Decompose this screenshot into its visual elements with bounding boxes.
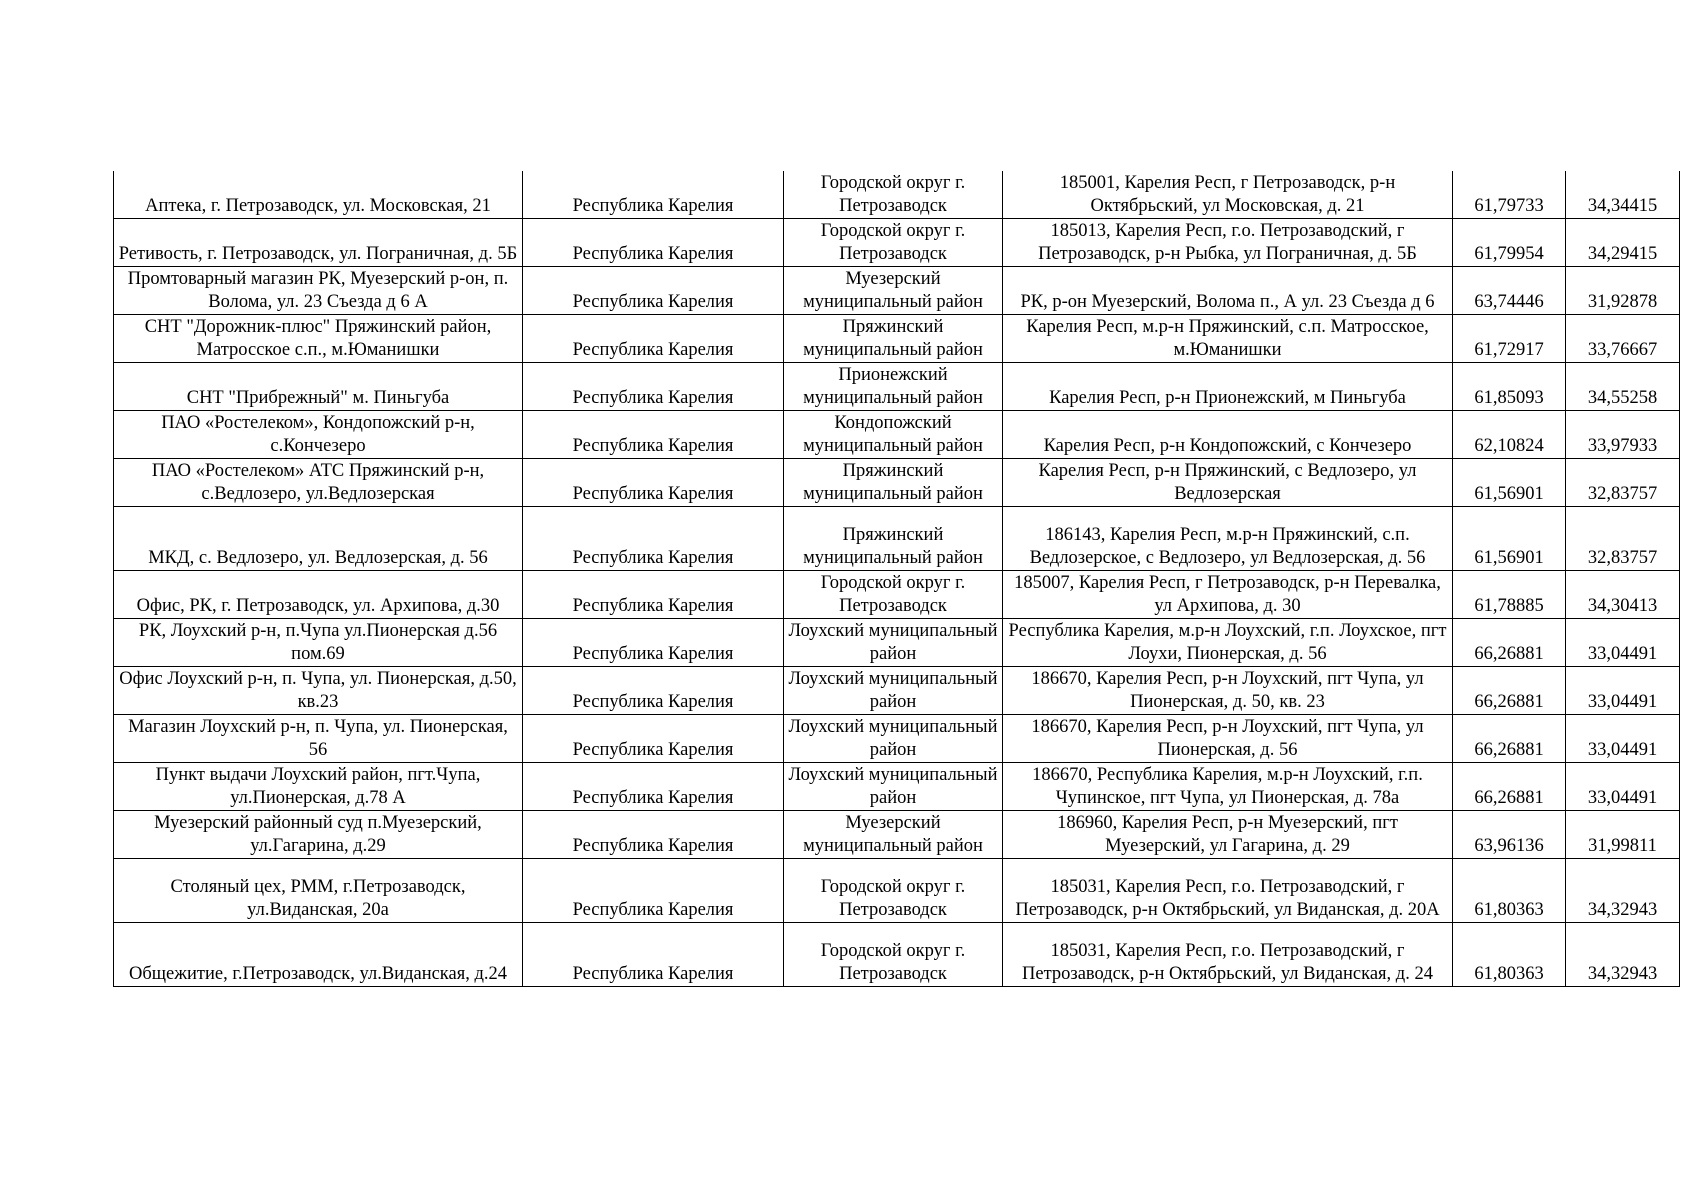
cell-latitude: 61,72917 <box>1453 314 1566 362</box>
cell-latitude: 66,26881 <box>1453 666 1566 714</box>
cell-district: Городской округ г. Петрозаводск <box>784 570 1003 618</box>
cell-latitude: 61,56901 <box>1453 458 1566 506</box>
cell-latitude: 61,80363 <box>1453 858 1566 922</box>
cell-object-name: Офис, РК, г. Петрозаводск, ул. Архипова, д.30 <box>114 570 523 618</box>
table-row <box>114 218 1680 266</box>
cell-object-name: Муезерский районный суд п.Муезерский, ул.Гагарина, д.29 <box>114 810 523 858</box>
cell-object-name: Офис Лоухский р-н, п. Чупа, ул. Пионерская, д.50, кв.23 <box>114 666 523 714</box>
cell-region: Республика Карелия <box>523 618 784 666</box>
cell-district: Городской округ г. Петрозаводск <box>784 171 1003 218</box>
cell-longitude: 32,83757 <box>1566 458 1680 506</box>
cell-latitude: 66,26881 <box>1453 618 1566 666</box>
cell-district: Городской округ г. Петрозаводск <box>784 858 1003 922</box>
cell-district: Лоухский муниципальный район <box>784 762 1003 810</box>
cell-district: Городской округ г. Петрозаводск <box>784 218 1003 266</box>
cell-region: Республика Карелия <box>523 218 784 266</box>
cell-latitude: 61,79954 <box>1453 218 1566 266</box>
cell-longitude: 33,04491 <box>1566 618 1680 666</box>
table-row <box>114 458 1680 506</box>
cell-address: 186960, Карелия Респ, р-н Муезерский, пгт Муезерский, ул Гагарина, д. 29 <box>1003 810 1453 858</box>
cell-district: Лоухский муниципальный район <box>784 618 1003 666</box>
cell-region: Республика Карелия <box>523 666 784 714</box>
cell-longitude: 33,04491 <box>1566 762 1680 810</box>
table-row <box>114 362 1680 410</box>
cell-address: 186670, Карелия Респ, р-н Лоухский, пгт Чупа, ул Пионерская, д. 56 <box>1003 714 1453 762</box>
cell-address: Карелия Респ, м.р-н Пряжинский, с.п. Матросское, м.Юманишки <box>1003 314 1453 362</box>
cell-address: 185031, Карелия Респ, г.о. Петрозаводский, г Петрозаводск, р-н Октябрьский, ул Виданская, д. 20А <box>1003 858 1453 922</box>
cell-district: Лоухский муниципальный район <box>784 666 1003 714</box>
cell-address: РК, р-он Муезерский, Волома п., А ул. 23 Съезда д 6 <box>1003 266 1453 314</box>
cell-region: Республика Карелия <box>523 922 784 986</box>
cell-district: Муезерский муниципальный район <box>784 810 1003 858</box>
cell-object-name: ПАО «Ростелеком» АТС Пряжинский р-н, с.Ведлозеро, ул.Ведлозерская <box>114 458 523 506</box>
cell-object-name: РК, Лоухский р-н, п.Чупа ул.Пионерская д.56 пом.69 <box>114 618 523 666</box>
cell-latitude: 63,96136 <box>1453 810 1566 858</box>
cell-region: Республика Карелия <box>523 266 784 314</box>
cell-region: Республика Карелия <box>523 314 784 362</box>
cell-longitude: 34,29415 <box>1566 218 1680 266</box>
cell-address: 186670, Карелия Респ, р-н Лоухский, пгт Чупа, ул Пионерская, д. 50, кв. 23 <box>1003 666 1453 714</box>
cell-district: Городской округ г. Петрозаводск <box>784 922 1003 986</box>
cell-longitude: 33,04491 <box>1566 666 1680 714</box>
cell-district: Кондопожский муниципальный район <box>784 410 1003 458</box>
cell-object-name: СНТ "Дорожник-плюс" Пряжинский район, Матросское с.п., м.Юманишки <box>114 314 523 362</box>
table-row <box>114 714 1680 762</box>
cell-longitude: 34,32943 <box>1566 858 1680 922</box>
cell-latitude: 61,56901 <box>1453 506 1566 570</box>
cell-object-name: Пункт выдачи Лоухский район, пгт.Чупа, ул.Пионерская, д.78 А <box>114 762 523 810</box>
cell-latitude: 61,78885 <box>1453 570 1566 618</box>
cell-latitude: 66,26881 <box>1453 762 1566 810</box>
cell-region: Республика Карелия <box>523 506 784 570</box>
cell-address: Республика Карелия, м.р-н Лоухский, г.п. Лоухское, пгт Лоухи, Пионерская, д. 56 <box>1003 618 1453 666</box>
table-body <box>114 171 1680 986</box>
cell-latitude: 61,85093 <box>1453 362 1566 410</box>
cell-address: 186143, Карелия Респ, м.р-н Пряжинский, с.п. Ведлозерское, с Ведлозеро, ул Ведлозерская, д. 56 <box>1003 506 1453 570</box>
cell-address: 185007, Карелия Респ, г Петрозаводск, р-н Перевалка, ул Архипова, д. 30 <box>1003 570 1453 618</box>
cell-longitude: 33,04491 <box>1566 714 1680 762</box>
cell-region: Республика Карелия <box>523 714 784 762</box>
cell-address: 186670, Республика Карелия, м.р-н Лоухский, г.п. Чупинское, пгт Чупа, ул Пионерская, д. 78а <box>1003 762 1453 810</box>
cell-region: Республика Карелия <box>523 858 784 922</box>
cell-district: Пряжинский муниципальный район <box>784 314 1003 362</box>
cell-region: Республика Карелия <box>523 810 784 858</box>
cell-object-name: Ретивость, г. Петрозаводск, ул. Пограничная, д. 5Б <box>114 218 523 266</box>
cell-district: Лоухский муниципальный район <box>784 714 1003 762</box>
cell-longitude: 32,83757 <box>1566 506 1680 570</box>
cell-longitude: 34,32943 <box>1566 922 1680 986</box>
cell-region: Республика Карелия <box>523 362 784 410</box>
table-row <box>114 506 1680 570</box>
table-row <box>114 410 1680 458</box>
address-table <box>113 171 1680 987</box>
cell-latitude: 61,79733 <box>1453 171 1566 218</box>
cell-district: Муезерский муниципальный район <box>784 266 1003 314</box>
cell-object-name: Магазин Лоухский р-н, п. Чупа, ул. Пионерская, 56 <box>114 714 523 762</box>
cell-longitude: 33,97933 <box>1566 410 1680 458</box>
cell-region: Республика Карелия <box>523 762 784 810</box>
cell-address: Карелия Респ, р-н Прионежский, м Пиньгуба <box>1003 362 1453 410</box>
cell-object-name: СНТ "Прибрежный" м. Пиньгуба <box>114 362 523 410</box>
cell-object-name: Промтоварный магазин РК, Муезерский р-он, п. Волома, ул. 23 Съезда д 6 А <box>114 266 523 314</box>
table-row <box>114 922 1680 986</box>
cell-longitude: 31,99811 <box>1566 810 1680 858</box>
cell-district: Пряжинский муниципальный район <box>784 506 1003 570</box>
cell-longitude: 34,34415 <box>1566 171 1680 218</box>
cell-region: Республика Карелия <box>523 171 784 218</box>
cell-district: Прионежский муниципальный район <box>784 362 1003 410</box>
cell-longitude: 34,30413 <box>1566 570 1680 618</box>
table-row <box>114 171 1680 218</box>
table-row <box>114 810 1680 858</box>
table-row <box>114 858 1680 922</box>
cell-latitude: 62,10824 <box>1453 410 1566 458</box>
cell-object-name: Аптека, г. Петрозаводск, ул. Московская, 21 <box>114 171 523 218</box>
table-row <box>114 570 1680 618</box>
cell-object-name: Столяный цех, РММ, г.Петрозаводск, ул.Виданская, 20а <box>114 858 523 922</box>
cell-longitude: 31,92878 <box>1566 266 1680 314</box>
table-row <box>114 266 1680 314</box>
table-row <box>114 618 1680 666</box>
cell-object-name: ПАО «Ростелеком», Кондопожский р-н, с.Кончезеро <box>114 410 523 458</box>
cell-longitude: 33,76667 <box>1566 314 1680 362</box>
cell-address: 185001, Карелия Респ, г Петрозаводск, р-н Октябрьский, ул Московская, д. 21 <box>1003 171 1453 218</box>
cell-region: Республика Карелия <box>523 458 784 506</box>
cell-latitude: 61,80363 <box>1453 922 1566 986</box>
cell-region: Республика Карелия <box>523 570 784 618</box>
cell-address: 185031, Карелия Респ, г.о. Петрозаводский, г Петрозаводск, р-н Октябрьский, ул Виданская, д. 24 <box>1003 922 1453 986</box>
cell-longitude: 34,55258 <box>1566 362 1680 410</box>
table-row <box>114 314 1680 362</box>
cell-latitude: 63,74446 <box>1453 266 1566 314</box>
table-row <box>114 762 1680 810</box>
table-row <box>114 666 1680 714</box>
cell-address: Карелия Респ, р-н Пряжинский, с Ведлозеро, ул Ведлозерская <box>1003 458 1453 506</box>
cell-object-name: МКД, с. Ведлозеро, ул. Ведлозерская, д. 56 <box>114 506 523 570</box>
cell-region: Республика Карелия <box>523 410 784 458</box>
cell-address: Карелия Респ, р-н Кондопожский, с Кончезеро <box>1003 410 1453 458</box>
cell-address: 185013, Карелия Респ, г.о. Петрозаводский, г Петрозаводск, р-н Рыбка, ул Пограничная, д. 5Б <box>1003 218 1453 266</box>
cell-object-name: Общежитие, г.Петрозаводск, ул.Виданская, д.24 <box>114 922 523 986</box>
cell-latitude: 66,26881 <box>1453 714 1566 762</box>
cell-district: Пряжинский муниципальный район <box>784 458 1003 506</box>
